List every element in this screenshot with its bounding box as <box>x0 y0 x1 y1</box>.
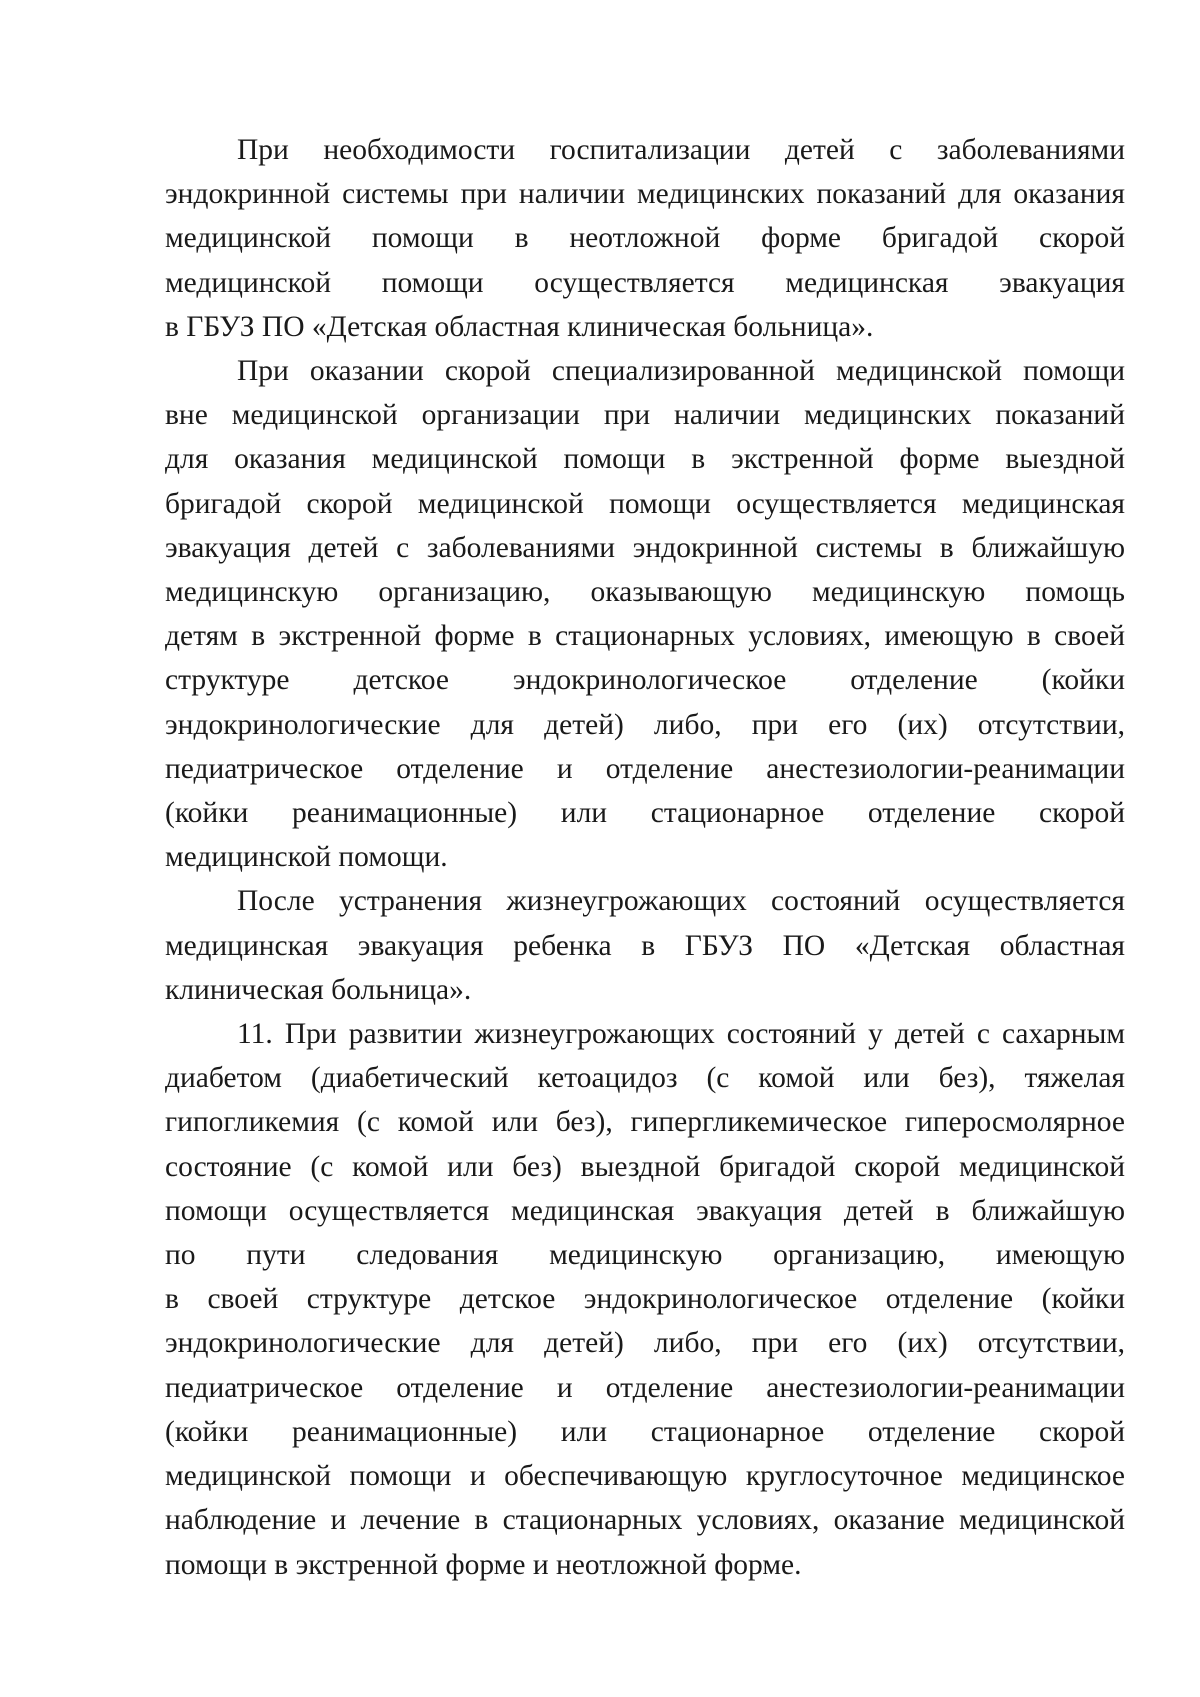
document-body <box>165 128 1125 1587</box>
paragraph-line: для оказания медицинской помощи в экстренной форме выездной <box>165 443 1125 476</box>
paragraph-line: медицинской помощи осуществляется медицинская эвакуация <box>165 266 1125 299</box>
paragraph-line: клиническая больница». <box>165 973 472 1006</box>
paragraph-line: в своей структуре детское эндокринологическое отделение (койки <box>165 1283 1125 1316</box>
paragraph-line: При оказании скорой специализированной медицинской помощи <box>237 355 1125 388</box>
paragraph-line: состояние (с комой или без) выездной бригадой скорой медицинской <box>165 1150 1125 1183</box>
paragraph-line: медицинскую организацию, оказывающую медицинскую помощь <box>165 576 1125 609</box>
paragraph-line: эвакуация детей с заболеваниями эндокринной системы в ближайшую <box>165 531 1125 564</box>
paragraph-line: эндокринологические для детей) либо, при его (их) отсутствии, <box>165 708 1125 741</box>
paragraph-line: (койки реанимационные) или стационарное отделение скорой <box>165 1415 1125 1448</box>
paragraph-line: помощи осуществляется медицинская эвакуация детей в ближайшую <box>165 1194 1125 1227</box>
paragraph-3 <box>165 879 1125 1012</box>
paragraph-line: диабетом (диабетический кетоацидоз (с комой или без), тяжелая <box>165 1062 1125 1095</box>
paragraph-line: в ГБУЗ ПО «Детская областная клиническая больница». <box>165 310 874 343</box>
paragraph-line: наблюдение и лечение в стационарных условиях, оказание медицинской <box>165 1504 1125 1537</box>
paragraph-line: гипогликемия (с комой или без), гипергликемическое гиперосмолярное <box>165 1106 1125 1139</box>
paragraph-line: (койки реанимационные) или стационарное отделение скорой <box>165 797 1125 830</box>
paragraph-line: бригадой скорой медицинской помощи осуществляется медицинская <box>165 487 1125 520</box>
paragraph-line: помощи в экстренной форме и неотложной форме. <box>165 1548 802 1581</box>
paragraph-line: При необходимости госпитализации детей с заболеваниями <box>237 134 1125 166</box>
paragraph-1 <box>165 128 1125 349</box>
paragraph-line: педиатрическое отделение и отделение анестезиологии-реанимации <box>165 1371 1125 1404</box>
paragraph-line: вне медицинской организации при наличии медицинских показаний <box>165 399 1125 432</box>
paragraph-line: После устранения жизнеугрожающих состояний осуществляется <box>237 885 1125 918</box>
paragraph-line: по пути следования медицинскую организацию, имеющую <box>165 1239 1125 1272</box>
paragraph-line: эндокринной системы при наличии медицинских показаний для оказания <box>165 178 1125 211</box>
paragraph-2 <box>165 349 1125 879</box>
paragraph-4 <box>165 1012 1125 1587</box>
paragraph-line: 11. При развитии жизнеугрожающих состояний у детей с сахарным <box>237 1018 1125 1051</box>
paragraph-line: эндокринологические для детей) либо, при его (их) отсутствии, <box>165 1327 1125 1360</box>
paragraph-line: медицинской помощи. <box>165 841 448 874</box>
paragraph-line: медицинской помощи и обеспечивающую круглосуточное медицинское <box>165 1460 1125 1493</box>
paragraph-line: медицинская эвакуация ребенка в ГБУЗ ПО «Детская областная <box>165 929 1125 962</box>
paragraph-line: структуре детское эндокринологическое отделение (койки <box>165 664 1125 697</box>
paragraph-line: медицинской помощи в неотложной форме бригадой скорой <box>165 222 1125 255</box>
paragraph-line: детям в экстренной форме в стационарных условиях, имеющую в своей <box>165 620 1125 653</box>
paragraph-line: педиатрическое отделение и отделение анестезиологии-реанимации <box>165 752 1125 785</box>
